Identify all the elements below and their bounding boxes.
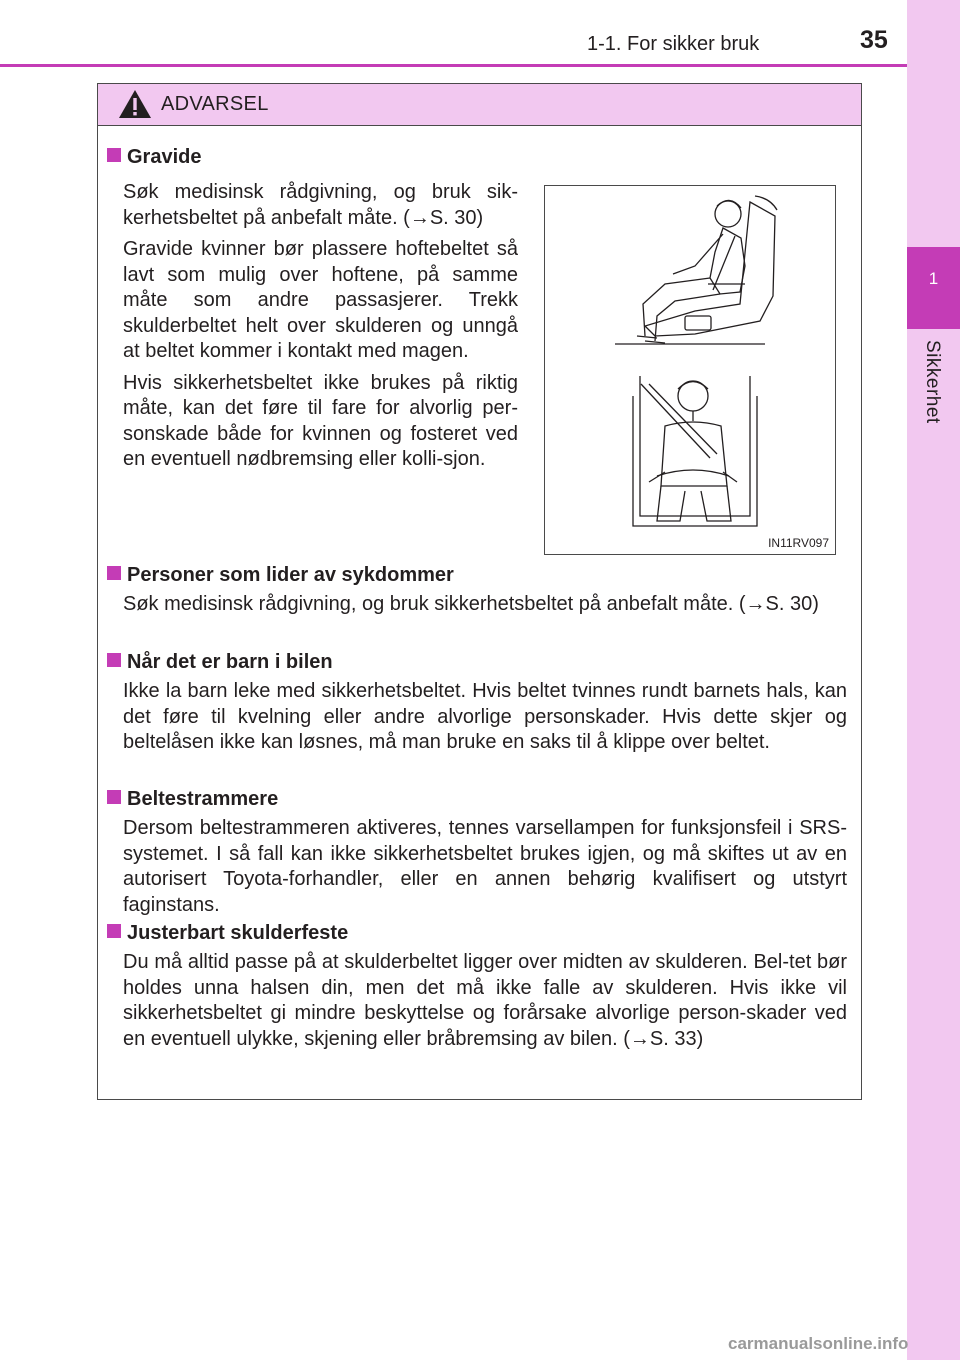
watermark: carmanualsonline.info	[728, 1334, 909, 1353]
paragraph: Hvis sikkerhetsbeltet ikke brukes på riktig måte, kan det føre til fare for alvorlig per-sonskade både for kvinnen og fosteret ved en eventuell nødbremsing eller kolli-sjon.	[123, 371, 518, 470]
section-heading: Beltestrammere	[107, 786, 847, 812]
page-number: 35	[860, 26, 888, 54]
bullet-square-icon	[107, 924, 121, 938]
chapter-label: Sikkerhet	[922, 340, 943, 424]
header-rule	[0, 64, 907, 67]
bullet-square-icon	[107, 566, 121, 580]
section-pretensioners	[107, 786, 847, 918]
bullet-square-icon	[107, 653, 121, 667]
section-heading: Gravide	[107, 144, 847, 170]
chapter-side-tab	[907, 0, 960, 1360]
section-illness	[107, 562, 847, 618]
paragraph: Ikke la barn leke med sikkerhetsbeltet. Hvis beltet tvinnes rundt barnets hals, kan det føre til kvelning eller andre alvorlige personskader. Hvis dette skjer og beltelåsen ikke kan løsnes, må man bruke en saks til å klippe over beltet.	[123, 680, 847, 753]
paragraph: Søk medisinsk rådgivning, og bruk sikkerhetsbeltet på anbefalt måte. (→S. 30)	[123, 593, 819, 615]
warning-title: ADVARSEL	[161, 93, 269, 115]
section-shoulder-anchor	[107, 920, 847, 1052]
bullet-square-icon	[107, 790, 121, 804]
figure-code: IN11RV097	[768, 536, 829, 550]
warning-triangle-icon	[118, 89, 152, 119]
section-heading: Når det er barn i bilen	[107, 649, 847, 675]
chapter-number: 1	[907, 247, 960, 329]
section-header-title: 1-1. For sikker bruk	[587, 33, 760, 55]
seated-woman-figure-icon	[545, 186, 835, 554]
paragraph: Dersom beltestrammeren aktiveres, tennes varsellampen for funksjonsfeil i SRS-systemet. I så fall kan ikke sikkerhetsbeltet brukes igjen, og må skiftes ut av en autorisert Toyota-forhandler, eller en annen behørig kvalifisert og utstyrt faginstans.	[123, 817, 847, 916]
section-children	[107, 649, 847, 756]
section-heading: Personer som lider av sykdommer	[107, 562, 847, 588]
warning-box	[97, 83, 862, 1100]
section-heading: Justerbart skulderfeste	[107, 920, 847, 946]
paragraph: Gravide kvinner bør plassere hoftebeltet så lavt som mulig over hoftene, på samme måte som andre passasjerer. Trekk skulderbeltet helt over skulderen og unngå at beltet kommer i kontakt med magen.	[123, 238, 518, 362]
warning-header	[98, 84, 861, 126]
paragraph: Søk medisinsk rådgivning, og bruk sik-kerhetsbeltet på anbefalt måte. (→S. 30)	[123, 181, 518, 229]
bullet-square-icon	[107, 148, 121, 162]
pregnant-seatbelt-illustration	[544, 185, 836, 555]
paragraph: Du må alltid passe på at skulderbeltet ligger over midten av skulderen. Bel-tet bør holdes unna halsen din, men det må ikke falle av skulderen. Hvis ikke vil sikkerhetsbeltet gi mindre beskyttelse og forårsake alvorlige person-skader ved en eventuell ulykke, skjening eller bråbremsing av bilen. (→S. 33)	[123, 951, 847, 1050]
